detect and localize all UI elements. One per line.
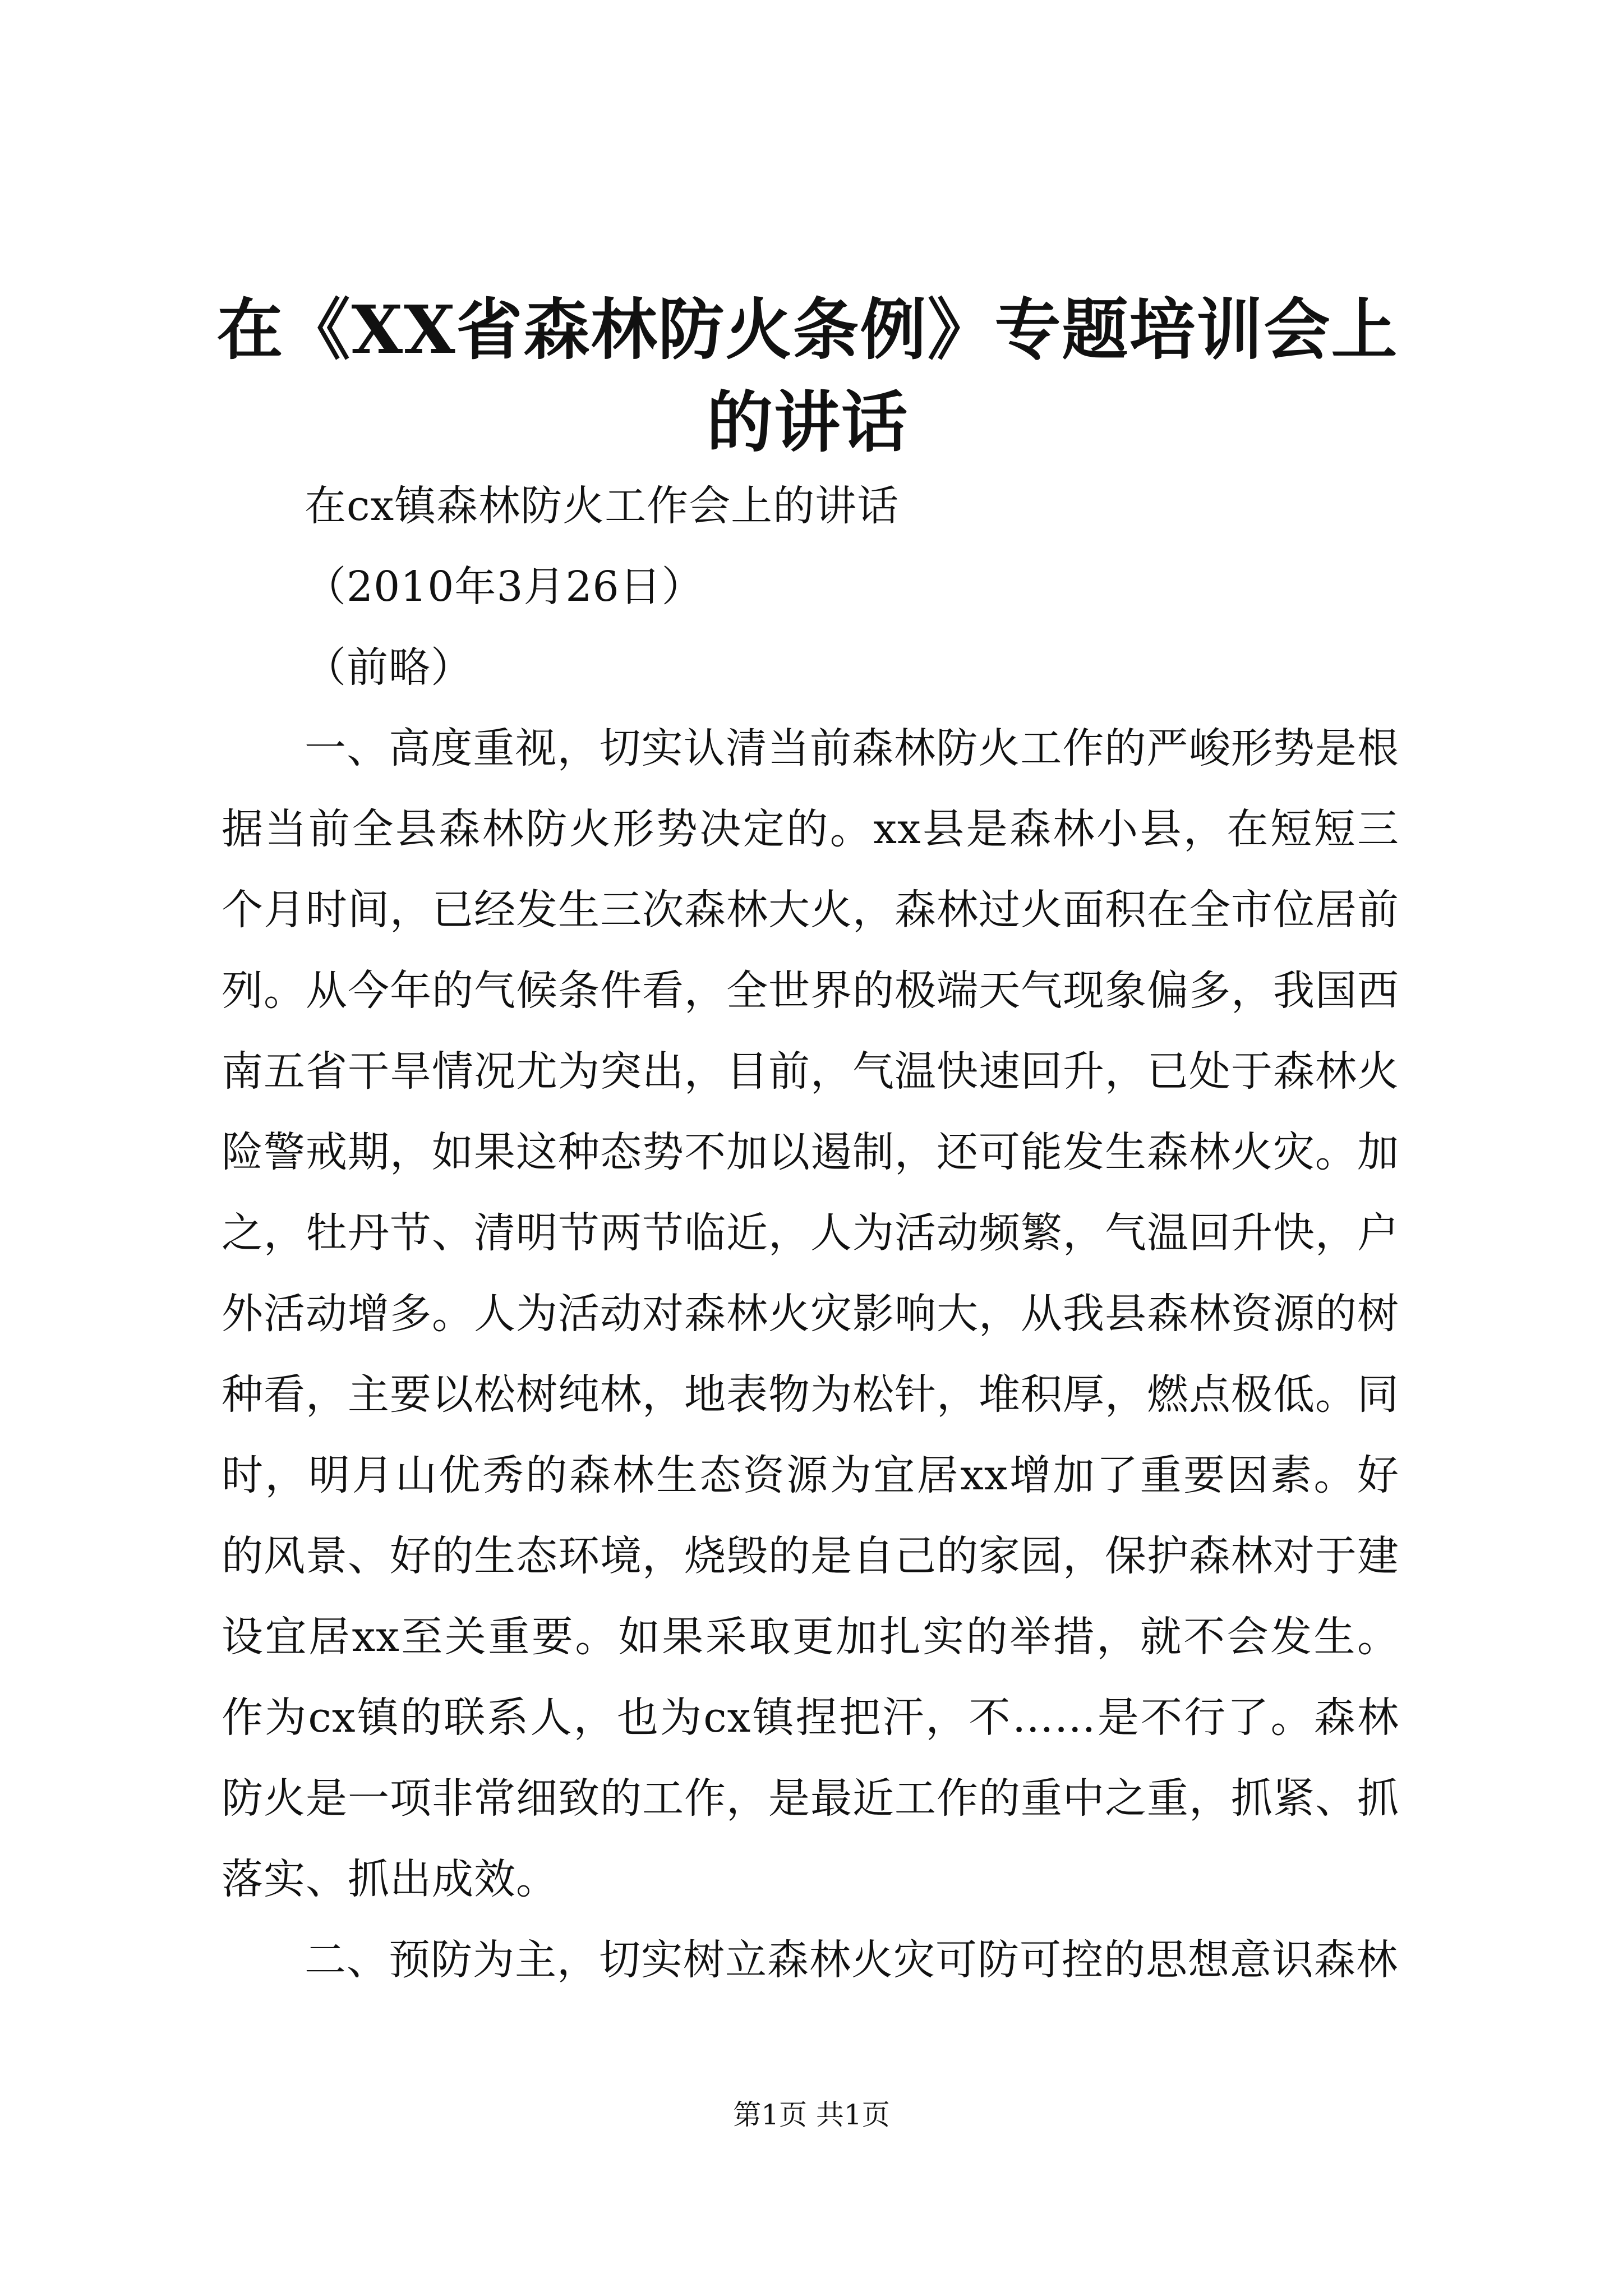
section-one-paragraph: 一、高度重视，切实认清当前森林防火工作的严峻形势是根据当前全县森林防火形势决定的。xx县是森林小县，在短短三个月时间，已经发生三次森林大火，森林过火面积在全市位居前列。从今年的气候条件看，全世界的极端天气现象偏多，我国西南五省干旱情况尤为突出，目前，气温快速回升，已处于森林火险警戒期，如果这种态势不加以遏制，还可能发生森林火灾。加之，牡丹节、清明节两节临近，人为活动频繁，气温回升快，户外活动增多。人为活动对森林火灾影响大，从我县森林资源的树种看，主要以松树纯林，地表物为松针，堆积厚，燃点极低。同时，明月山优秀的森林生态资源为宜居xx增加了重要因素。好的风景、好的生态环境，烧毁的是自己的家园，保护森林对于建设宜居xx至关重要。如果采取更加扎实的举措，就不会发生。作为cx镇的联系人，也为cx镇捏把汗，不……是不行了。森林防火是一项非常细致的工作，是最近工作的重中之重，抓紧、抓落实、抓出成效。 bbox=[222, 724, 1399, 1903]
document-title: 在《XX省森林防火条例》专题培训会上的讲话 bbox=[216, 291, 1399, 461]
page-footer: 第1页 共1页 bbox=[733, 2099, 890, 2131]
subtitle-paragraph: 在cx镇森林防火工作会上的讲话 bbox=[305, 482, 900, 530]
section-two-paragraph: 二、预防为主，切实树立森林火灾可防可控的思想意识森林 bbox=[305, 1936, 1398, 1984]
date-paragraph: （2010年3月26日） bbox=[305, 563, 704, 611]
document-body bbox=[222, 466, 1399, 2000]
omitted-paragraph: （前略） bbox=[305, 643, 473, 692]
